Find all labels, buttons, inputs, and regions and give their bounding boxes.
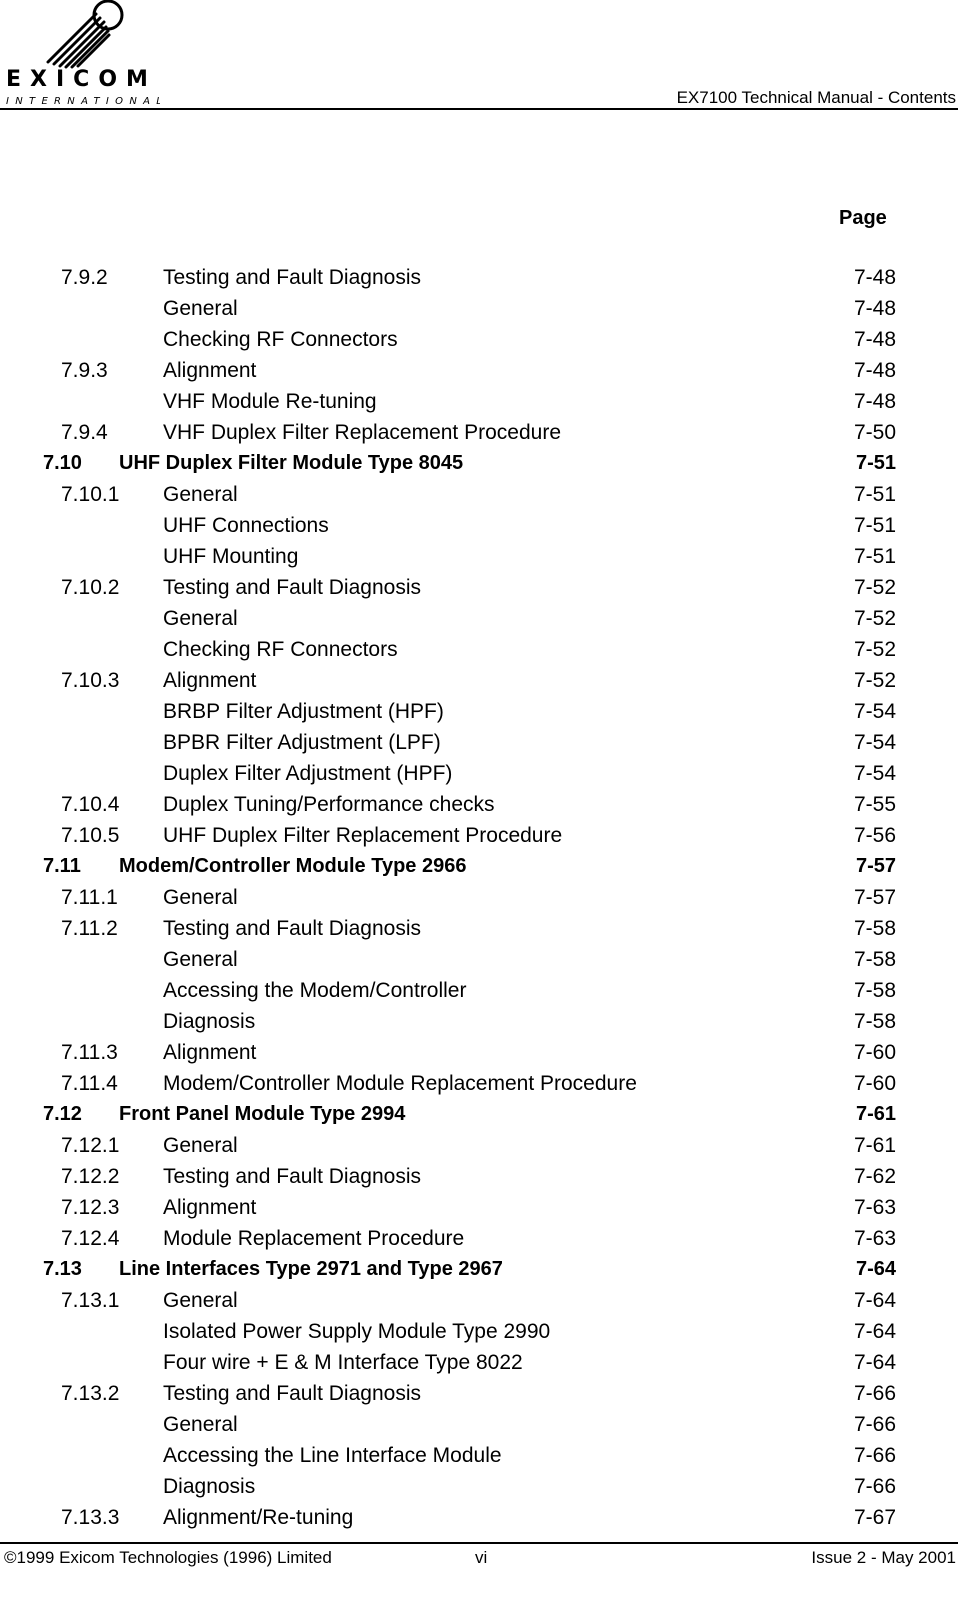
- toc-entry-title: Accessing the Modem/Controller: [163, 979, 467, 1002]
- toc-entry-title: General: [163, 1134, 238, 1157]
- toc-entry-page: 7-54: [853, 700, 896, 723]
- header-rule: [0, 108, 958, 110]
- toc-entry-title: Testing and Fault Diagnosis: [163, 266, 421, 289]
- toc-entry-page: 7-66: [853, 1475, 896, 1498]
- toc-entry-page: 7-54: [853, 762, 896, 785]
- toc-entry-row: [0, 1130, 978, 1161]
- toc-entry-title: Testing and Fault Diagnosis: [163, 576, 421, 599]
- toc-entry-title: Modem/Controller Module Type 2966: [119, 855, 467, 877]
- toc-entry-row: [0, 789, 978, 820]
- toc-entry-row: [0, 1285, 978, 1316]
- toc-entry-row: [0, 1161, 978, 1192]
- toc-entry-number: 7.10.4: [61, 793, 120, 816]
- toc-entry-page: 7-52: [853, 607, 896, 630]
- toc-entry-number: 7.11.2: [61, 917, 118, 940]
- toc-entry-page: 7-62: [853, 1165, 896, 1188]
- toc-entry-number: 7.10.5: [61, 824, 120, 847]
- toc-entry-row: [0, 1037, 978, 1068]
- toc-entry-title: Duplex Tuning/Performance checks: [163, 793, 495, 816]
- exicom-logo-graphic: [4, 0, 160, 108]
- toc-entry-title: General: [163, 948, 238, 971]
- toc-entry-title: General: [163, 607, 238, 630]
- toc-entry-title: UHF Connections: [163, 514, 329, 537]
- toc-entry-number: 7.10.2: [61, 576, 120, 599]
- toc-entry-title: Testing and Fault Diagnosis: [163, 917, 421, 940]
- toc-entry-number: 7.9.2: [61, 266, 108, 289]
- toc-entry-title: General: [163, 1289, 238, 1312]
- toc-entry-page: 7-63: [853, 1227, 896, 1250]
- toc-entry-row: [0, 324, 978, 355]
- toc-entry-row: [0, 1502, 978, 1533]
- toc-entry-row: [0, 820, 978, 851]
- toc-entry-page: 7-58: [853, 979, 896, 1002]
- toc-entry-row: [0, 913, 978, 944]
- toc-entry-page: 7-48: [853, 328, 896, 351]
- toc-entry-title: BRBP Filter Adjustment (HPF): [163, 700, 444, 723]
- toc-entry-title: General: [163, 297, 238, 320]
- toc-entry-page: 7-66: [853, 1382, 896, 1405]
- toc-entry-title: Accessing the Line Interface Module: [163, 1444, 502, 1467]
- toc-entry-page: 7-58: [853, 917, 896, 940]
- toc-entry-title: VHF Module Re-tuning: [163, 390, 377, 413]
- toc-entry-row: [0, 1471, 978, 1502]
- footer-copyright: ©1999 Exicom Technologies (1996) Limited: [4, 1548, 332, 1567]
- footer-rule: [0, 1542, 958, 1544]
- toc-entry-number: 7.12.4: [61, 1227, 120, 1250]
- toc-entry-number: 7.11: [43, 855, 81, 877]
- toc-entry-page: 7-56: [853, 824, 896, 847]
- toc-entry-page: 7-50: [853, 421, 896, 444]
- toc-section-row: [0, 1099, 978, 1130]
- logo-sub: INTERNATIONAL: [6, 96, 160, 107]
- toc-section-row: [0, 448, 978, 479]
- toc-entry-page: 7-51: [853, 483, 896, 506]
- toc-entry-title: Alignment: [163, 669, 257, 692]
- toc-entry-row: [0, 944, 978, 975]
- toc-entry-page: 7-66: [853, 1444, 896, 1467]
- toc-entry-title: Checking RF Connectors: [163, 638, 398, 661]
- toc-entry-row: [0, 417, 978, 448]
- toc-entry-number: 7.13.2: [61, 1382, 120, 1405]
- footer-page-number: vi: [475, 1548, 488, 1567]
- toc-entry-row: [0, 1347, 978, 1378]
- toc-entry-title: Alignment: [163, 359, 257, 382]
- toc-entry-title: Front Panel Module Type 2994: [119, 1103, 406, 1125]
- toc-section-row: [0, 1254, 978, 1285]
- toc-entry-page: 7-48: [853, 297, 896, 320]
- toc-entry-page: 7-58: [853, 1010, 896, 1033]
- toc-entry-number: 7.12.2: [61, 1165, 120, 1188]
- toc-section-row: [0, 851, 978, 882]
- toc-entry-page: 7-51: [855, 452, 896, 474]
- toc-entry-number: 7.10.1: [61, 483, 120, 506]
- toc-entry-row: [0, 1378, 978, 1409]
- toc-entry-page: 7-57: [855, 855, 896, 877]
- toc-entry-row: [0, 386, 978, 417]
- toc-entry-title: BPBR Filter Adjustment (LPF): [163, 731, 441, 754]
- toc-entry-title: Line Interfaces Type 2971 and Type 2967: [119, 1258, 503, 1280]
- page-column-heading: Page: [839, 207, 887, 229]
- toc-entry-title: Alignment/Re-tuning: [163, 1506, 354, 1529]
- toc-entry-row: [0, 541, 978, 572]
- toc-entry-row: [0, 572, 978, 603]
- toc-entry-title: VHF Duplex Filter Replacement Procedure: [163, 421, 561, 444]
- toc-entry-page: 7-60: [853, 1072, 896, 1095]
- toc-entry-row: [0, 758, 978, 789]
- toc-entry-title: Modem/Controller Module Replacement Procedure: [163, 1072, 637, 1095]
- toc-entry-page: 7-64: [853, 1351, 896, 1374]
- toc-entry-title: UHF Duplex Filter Replacement Procedure: [163, 824, 563, 847]
- toc-entry-page: 7-52: [853, 576, 896, 599]
- toc-entry-row: [0, 696, 978, 727]
- toc-entry-number: 7.13: [43, 1258, 82, 1280]
- toc-entry-page: 7-55: [853, 793, 896, 816]
- toc-entry-title: UHF Duplex Filter Module Type 8045: [119, 452, 464, 474]
- toc-entry-page: 7-54: [853, 731, 896, 754]
- toc-entry-page: 7-64: [853, 1320, 896, 1343]
- toc-entry-row: [0, 665, 978, 696]
- toc-entry-title: General: [163, 483, 238, 506]
- toc-entry-number: 7.13.3: [61, 1506, 120, 1529]
- toc-entry-page: 7-48: [853, 390, 896, 413]
- toc-entry-page: 7-52: [853, 669, 896, 692]
- toc-entry-page: 7-63: [853, 1196, 896, 1219]
- toc-entry-title: UHF Mounting: [163, 545, 299, 568]
- toc-entry-page: 7-64: [855, 1258, 896, 1280]
- toc-entry-number: 7.12.3: [61, 1196, 120, 1219]
- toc-entry-row: [0, 1223, 978, 1254]
- toc-entry-row: [0, 975, 978, 1006]
- toc-entry-page: 7-52: [853, 638, 896, 661]
- toc-entry-title: Checking RF Connectors: [163, 328, 398, 351]
- toc-entry-number: 7.10.3: [61, 669, 120, 692]
- toc-entry-page: 7-48: [853, 359, 896, 382]
- toc-entry-page: 7-64: [853, 1289, 896, 1312]
- toc-entry-row: [0, 882, 978, 913]
- toc-entry-number: 7.11.4: [61, 1072, 118, 1095]
- toc-entry-number: 7.11.3: [61, 1041, 118, 1064]
- toc-entry-page: 7-57: [853, 886, 896, 909]
- toc-entry-row: [0, 1006, 978, 1037]
- table-of-contents: [0, 262, 978, 1533]
- toc-entry-row: [0, 1409, 978, 1440]
- toc-entry-row: [0, 1440, 978, 1471]
- toc-entry-title: Testing and Fault Diagnosis: [163, 1165, 421, 1188]
- toc-entry-row: [0, 1316, 978, 1347]
- toc-entry-title: General: [163, 886, 238, 909]
- toc-entry-row: [0, 634, 978, 665]
- toc-entry-row: [0, 479, 978, 510]
- logo-word: EXICOM: [6, 67, 157, 92]
- toc-entry-title: Diagnosis: [163, 1475, 256, 1498]
- toc-entry-page: 7-66: [853, 1413, 896, 1436]
- toc-entry-row: [0, 1192, 978, 1223]
- toc-entry-row: [0, 1068, 978, 1099]
- toc-entry-row: [0, 262, 978, 293]
- toc-entry-title: Duplex Filter Adjustment (HPF): [163, 762, 453, 785]
- toc-entry-page: 7-51: [853, 545, 896, 568]
- toc-entry-title: Module Replacement Procedure: [163, 1227, 465, 1250]
- toc-entry-page: 7-60: [853, 1041, 896, 1064]
- toc-entry-number: 7.12.1: [61, 1134, 120, 1157]
- toc-entry-number: 7.11.1: [61, 886, 118, 909]
- toc-entry-title: Four wire + E & M Interface Type 8022: [163, 1351, 523, 1374]
- toc-entry-number: 7.12: [43, 1103, 82, 1125]
- toc-entry-row: [0, 355, 978, 386]
- toc-entry-title: General: [163, 1413, 238, 1436]
- toc-entry-number: 7.9.4: [61, 421, 108, 444]
- toc-entry-page: 7-67: [853, 1506, 896, 1529]
- toc-entry-number: 7.10: [43, 452, 82, 474]
- toc-entry-row: [0, 603, 978, 634]
- toc-entry-title: Testing and Fault Diagnosis: [163, 1382, 421, 1405]
- toc-entry-title: Alignment: [163, 1196, 257, 1219]
- toc-entry-number: 7.13.1: [61, 1289, 120, 1312]
- toc-entry-row: [0, 727, 978, 758]
- toc-entry-title: Isolated Power Supply Module Type 2990: [163, 1320, 551, 1343]
- toc-entry-row: [0, 293, 978, 324]
- toc-entry-number: 7.9.3: [61, 359, 108, 382]
- toc-entry-page: 7-58: [853, 948, 896, 971]
- toc-entry-page: 7-61: [853, 1134, 896, 1157]
- exicom-logo: [4, 0, 160, 108]
- toc-entry-page: 7-48: [853, 266, 896, 289]
- toc-entry-title: Diagnosis: [163, 1010, 256, 1033]
- toc-entry-page: 7-61: [855, 1103, 896, 1125]
- toc-entry-row: [0, 510, 978, 541]
- toc-entry-title: Alignment: [163, 1041, 257, 1064]
- toc-entry-page: 7-51: [853, 514, 896, 537]
- header-title: EX7100 Technical Manual - Contents: [676, 88, 956, 107]
- footer-issue: Issue 2 - May 2001: [811, 1548, 956, 1567]
